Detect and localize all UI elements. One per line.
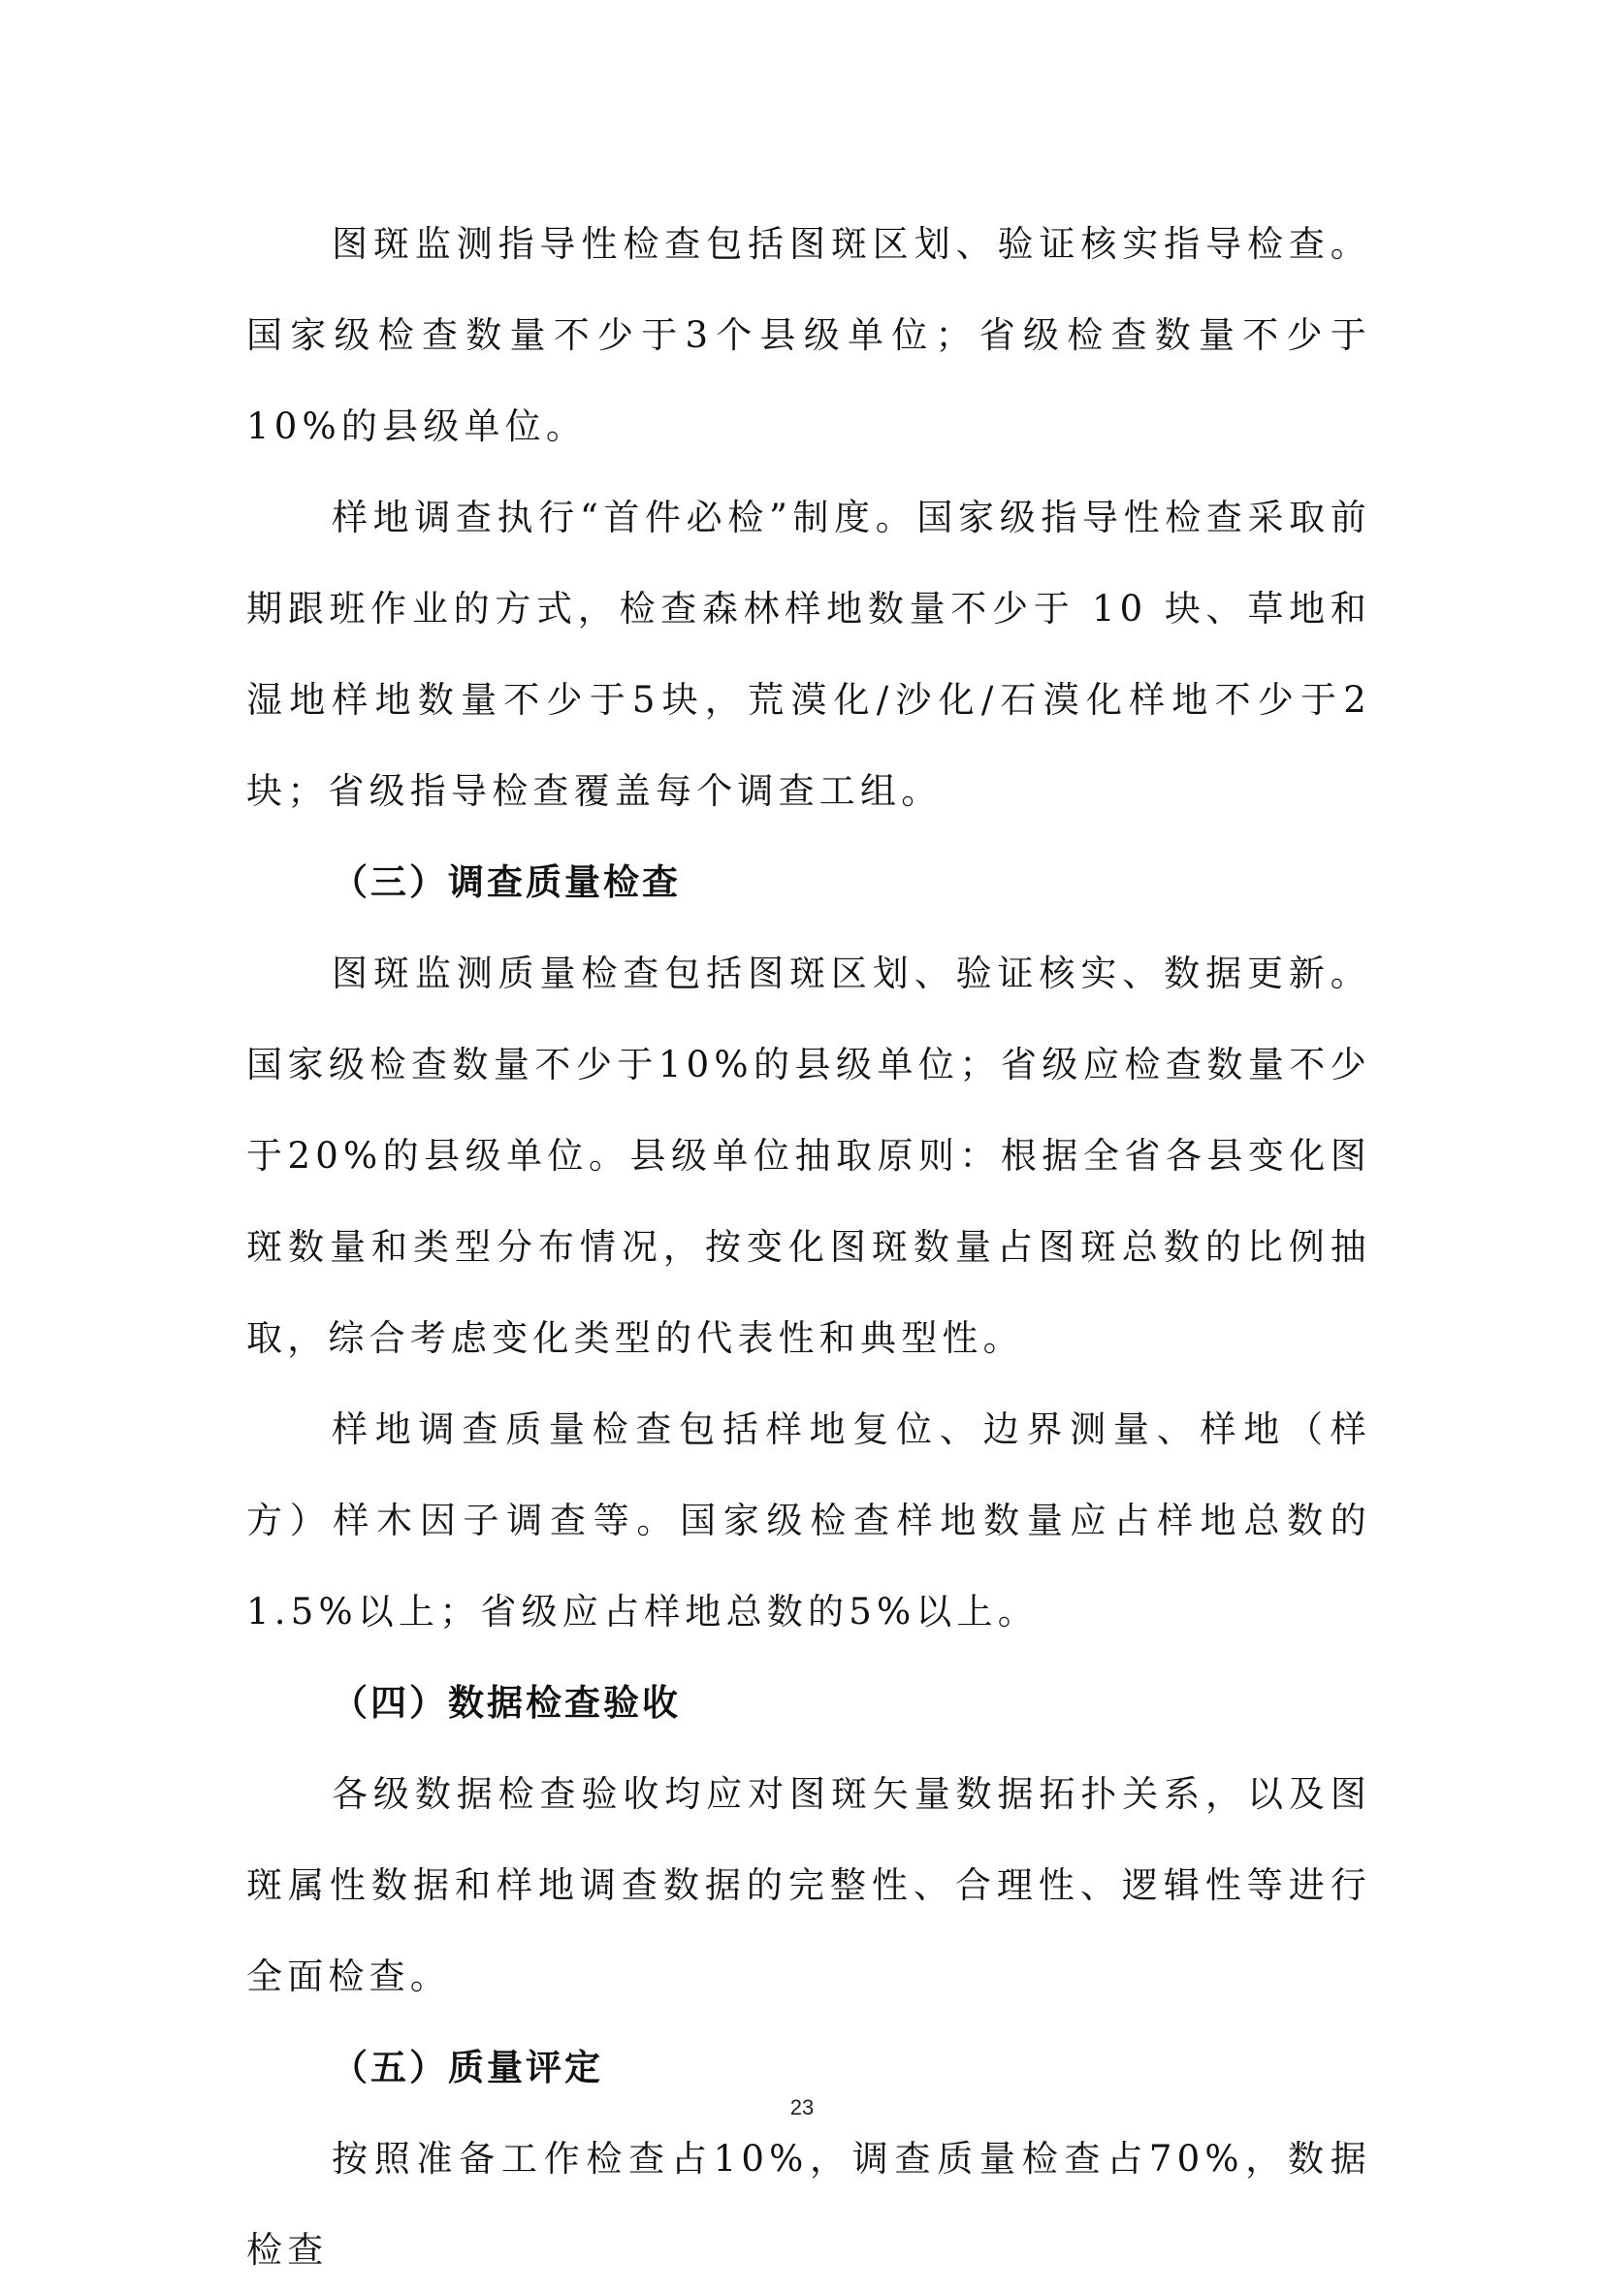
section-heading-quality-assessment: （五）质量评定 (332, 2047, 603, 2088)
paragraph-data-acceptance: 各级数据检查验收均应对图斑矢量数据拓扑关系，以及图斑属性数据和样地调查数据的完整性、合理性、逻辑性等进行全面检查。 (246, 1773, 1371, 1997)
page-number: 23 (789, 2095, 815, 2119)
paragraph-sample-plot-quality-check: 样地调查质量检查包括样地复位、边界测量、样地（样方）样木因子调查等。国家级检查样地数量应占样地总数的1.5%以上；省级应占样地总数的5%以上。 (246, 1408, 1371, 1633)
section-heading-survey-quality-check: （三）调查质量检查 (332, 861, 681, 903)
paragraph-quality-assessment: 按照准备工作检查占10%，调查质量检查占70%，数据检查 (246, 2138, 1371, 2271)
section-heading-data-acceptance: （四）数据检查验收 (332, 1682, 681, 1724)
paragraph-sample-plot-first-check: 样地调查执行“首件必检”制度。国家级指导性检查采取前期跟班作业的方式，检查森林样地数量不少于 10 块、草地和湿地样地数量不少于5块，荒漠化/沙化/石漠化样地不少于2块；省级指导检查覆盖每个调查工组。 (246, 497, 1371, 812)
paragraph-patch-monitoring-guidance: 图斑监测指导性检查包括图斑区划、验证核实指导检查。国家级检查数量不少于3个县级单位；省级检查数量不少于10%的县级单位。 (246, 223, 1371, 447)
page-body (246, 199, 1371, 2296)
paragraph-patch-quality-check: 图斑监测质量检查包括图斑区划、验证核实、数据更新。国家级检查数量不少于10%的县级单位；省级应检查数量不少于20%的县级单位。县级单位抽取原则：根据全省各县变化图斑数量和类型分布情况，按变化图斑数量占图斑总数的比例抽取，综合考虑变化类型的代表性和典型性。 (246, 953, 1371, 1359)
